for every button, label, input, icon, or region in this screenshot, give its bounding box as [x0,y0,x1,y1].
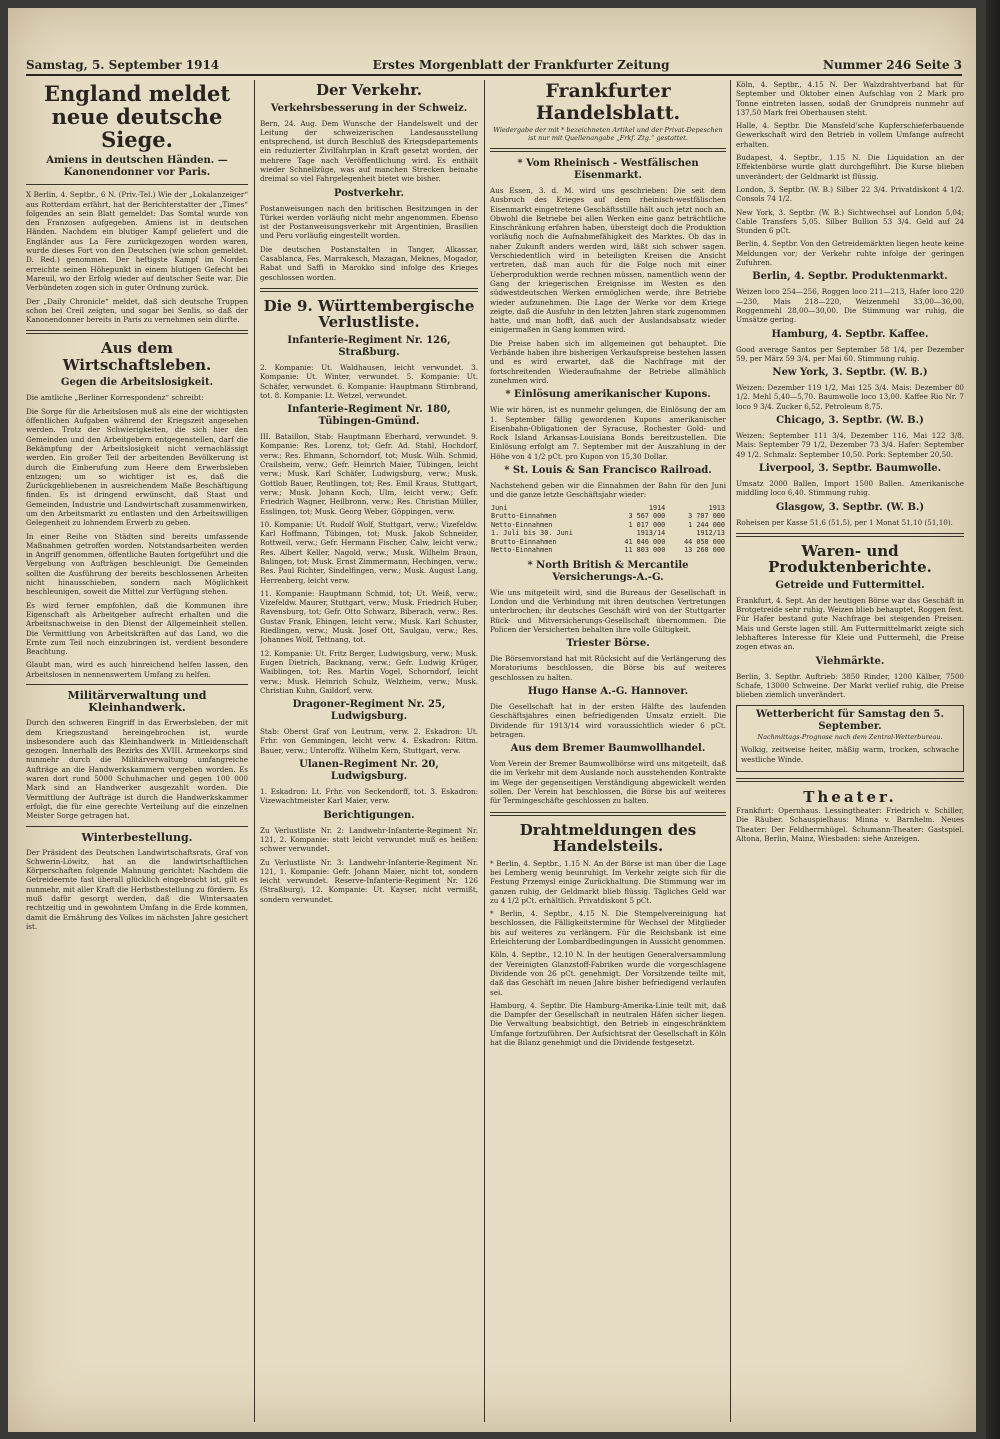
market-report: London, 3. Septbr. (W. B.) Silber 22 3/4. Privatdiskont 4 1/2. Consols 74 1/2. [736,184,964,204]
article-paragraph: Der „Daily Chronicle“ meldet, daß sich deutsche Truppen schon bei Creil zeigten, und sogar bei Senlis, so daß der Kanonendonner bereits in Paris zu vernehmen sein dürfte. [26,296,248,325]
market-report: Roheisen per Kasse 51,6 (51,5), per 1 Monat 51,10 (51,10). [736,517,953,527]
article-paragraph: Aus Essen, 3. d. M. wird uns geschrieben: Die seit dem Ausbruch des Krieges auf dem rheinisch-westfälischen Eisenmarkt eingetretene Geschäftsstille hält auch jetzt noch an. Obwohl die Betriebe bei allen Werken eine ganz beträchtliche Einschränkung erfahren haben, übersteigt doch die Produktion vorläufig noch die Aufnahmefähigkeit des Marktes. Ob das in naher Zukunft anders werden wird, läßt sich schwer sagen. Verschiedentlich wird in beteiligten Kreisen die Ansicht vertreten, daß man auch für die Folge noch mit einer Ueberproduktion werde rechnen müssen, namentlich wenn der Gang der kriegerischen Ereignisse im Westen es den südwestdeutschen Werken ermöglichen werde, ihre Betriebe wieder aufzunehmen. Die Lage der Werke vor dem Kriege zeigte, daß die Ausfuhr in den letzten Jahren stark zugenommen hatte, und man hofft, daß auch der Auslandsabsatz wieder einigermaßen in Gang kommen wird. [490,186,726,335]
divider [26,684,248,685]
table-cell: 13 260 000 [684,546,725,555]
casualty-list: 12. Kompanie: Ut. Fritz Berger, Ludwigsburg, verw.; Musk. Eugen Dietrich, Backnang, verw.; Gefr. Ludwig Krüger, Waiblingen, tot; Res. Martin Vogel, Schorndorf, leicht verw.; Musk. Heinrich Schulz, Welzheim, verw.; Musk. Christian Kuhn, Gaildorf, verw. [260,648,478,695]
column-2 [260,80,478,1424]
section-heading: Drahtmeldungen des Handelsteils. [519,820,697,856]
divider [26,330,248,334]
subheadline: Amiens in deutschen Händen. — Kanonendonner vor Paris. [46,155,228,179]
market-report: Berlin, 3. Septbr. Auftrieb: 3850 Rinder, 1200 Kälber, 7500 Schafe, 13000 Schweine. Der Markt verlief ruhig, die Preise blieben ziemlich unverändert. [736,671,964,700]
divider [736,533,964,537]
weather-subtitle: Nachmittags-Prognose nach dem Zentral-Wetterbureau. [757,733,943,742]
article-paragraph: Die deutschen Postanstalten in Tanger, Alkassar, Casablanca, Fes, Marrakesch, Mazagan, Meknes, Mogador, Rabat und Saffi in Marokko sind infolge des Krieges geschlossen worden. [260,244,478,282]
article-paragraph: Die amtliche „Berliner Korrespondenz“ schreibt: [26,393,204,403]
column-4 [736,80,964,1424]
table-cell: 11 803 000 [624,546,666,555]
section-heading: Glasgow, 3. Septbr. (W. B.) [775,501,925,513]
table-cell: 3 707 000 [688,512,725,521]
article-paragraph: Nachstehend geben wir die Einnahmen der Bahn für den Juni und die ganze letzte Geschäftsjahr wieder: [490,481,726,500]
divider [736,778,964,782]
table-header-cell: 1913 [708,503,725,512]
section-heading: Aus dem Wirtschaftsleben. [62,339,212,374]
theater-title: Theater. [803,788,897,807]
casualty-list: 1. Eskadron: Lt. Frhr. von Seckendorff, tot. 3. Eskadron: Vizewachtmeister Karl Maier, verw. [260,787,478,806]
article-paragraph: Hamburg, 4. Septbr. Die Hamburg-Amerika-Linie teilt mit, daß die Dampfer der Gesellschaft in neutralen Häfen sicher liegen. Die Verwaltung beabsichtigt, den Betrieb in eingeschränktem Umfange fortzuführen. Der Aufsichtsrat der Gesellschaft in Köln hat die Bilanz genehmigt und die Dividende festgesetzt. [490,1000,726,1047]
article-paragraph: Vom Verein der Bremer Baumwollbörse wird uns mitgeteilt, daß die im Verkehr mit dem Auslande noch ausstehenden Kontrakte im Wege der gegenseitigen Verständigung abgewickelt werden sollen. Der Verein hat beschlossen, die Börse bis auf weiteres für Termingeschäfte geschlossen zu halten. [490,759,726,806]
article-paragraph: Glaubt man, wird es auch hinreichend helfen lassen, den Arbeitslosen in nennenswertem Umfang zu helfen. [26,660,248,679]
table-header-cell: Juni [491,503,508,512]
table-row [490,521,726,530]
section-heading: * North British & Mercantile Versicherungs-A.-G. [527,559,689,583]
regiment-heading: Infanterie-Regiment Nr. 180, Tübingen-Gmünd. [287,404,451,428]
page-header [26,56,962,76]
column-rule [254,80,255,1422]
market-report: Köln, 4. Septbr., 4.15 N. Der Walzdrahtverband hat für September und Oktober einen Aufschlag von 2 Mark pro Tonne eintreten lassen, sodaß der Grundpreis nunmehr auf 137,50 Mark frei Oberhausen steht. [736,80,964,117]
theater-listings: Frankfurt: Opernhaus. Lessingtheater: Friedrich v. Schiller, Die Räuber. Schauspielhaus: Minna v. Barnhelm. Neues Theater: Der Feldherrnhügel. Schumann-Theater: Gastspiel. Altona, Berlin, Mainz, Wiesbaden: siehe Anzeigen. [736,806,964,843]
weather-title: Wetterbericht für Samstag den 5. September. [756,709,944,733]
divider [490,812,726,816]
section-subheading: Verkehrsbesserung in der Schweiz. [270,102,468,114]
article-paragraph: Der Präsident des Deutschen Landwirtschaftsrats, Graf von Schwerin-Löwitz, hat an die landwirtschaftlichen Körperschaften folgende Mahnung gerichtet: Nachdem die Getreideernte fast überall glücklich eingebracht ist, gilt es nunmehr, mit aller Kraft die Herbstbestellung zu fördern. Es muß dafür gesorgt werden, daß die Wintersaaten rechtzeitig und in gewohntem Umfang in die Erde kommen, damit die Ernährung des Volkes im nächsten Jahre gesichert ist. [26,847,248,931]
table-cell: 44 050 000 [684,537,725,546]
section-subheading: Postverkehr. [333,187,404,199]
market-report: Umsatz 2000 Ballen, Import 1500 Ballen. Amerikanische middling loco 6,40. Stimmung ruhig. [736,478,964,498]
table-header-cell: 1914 [648,503,666,512]
article-paragraph: Die Börsenvorstand hat mit Rücksicht auf die Verlängerung des Moratoriums beschlossen, die Börse bis auf weiteres geschlossen zu halten. [490,654,726,682]
article-paragraph: Wie wir hören, ist es nunmehr gelungen, die Einlösung der am 1. September fällig gewordenen Kupons amerikanischer Eisenbahn-Obligationen der Syracuse, Rochester Gold- und Rock Island Arkansas-Louisiana Bonds bereitzustellen. Die Einlösung erfolgt am 7. September mit der Auszahlung in der Höhe von 4 1/2 pCt. pro Kupon von 15,30 Dollar. [490,405,726,461]
article-paragraph: Die Gesellschaft hat in der ersten Hälfte des laufenden Geschäftsjahres einen befriedigenden Umsatz erzielt. Die Dividende für 1913/14 wird voraussichtlich wieder 6 pCt. betragen. [490,701,726,739]
table-row [490,546,726,555]
casualty-list: Stab: Oberst Graf von Leutrum, verw. 2. Eskadron: Ut. Frhr. von Gemmingen, leicht verw. 4. Eskadron: Rittm. Bauer, verw.; Unteroffz. Wilhelm Kern, Stuttgart, verw. [260,727,478,755]
casualty-list: 11. Kompanie: Hauptmann Schmid, tot; Ut. Weiß, verw.; Vizefeldw. Maurer, Stuttgart, verw.; Musk. Friedrich Huber, Ravensburg, tot; Gefr. Otto Schwarz, Biberach, verw.; Res. Gustav Frank, Ehingen, leicht verw.; Musk. Karl Schuster, Riedlingen, verw.; Musk. Josef Ott, Saulgau, verw.; Res. Johannes Wolf, Tettnang, tot. [260,588,478,645]
table-cell: 3 567 000 [628,512,666,521]
article-paragraph: Die Preise haben sich im allgemeinen gut behauptet. Die Verbände haben ihre bisherigen Verkaufspreise bestehen lassen und es wird erwartet, daß die Nachfrage mit der fortschreitenden Wiederaufnahme der Betriebe allmählich zunehmen wird. [490,338,726,385]
article-paragraph: Die Sorge für die Arbeitslosen muß als eine der wichtigsten öffentlichen Aufgaben während der Kriegszeit angesehen werden. Trotz der Schwierigkeiten, die sich hier den Gemeinden und den Arbeitgebern entgegenstellen, darf die Bekämpfung der Arbeitslosigkeit nicht vernachlässigt werden. Ein großer Teil der arbeitenden Bevölkerung ist durch die Einberufung zum Heere dem Erwerbsleben entzogen; um so wichtiger ist es, daß die Zurückgebliebenen in ausreichendem Maße Beschäftigung finden. Es ist dringend erwünscht, daß Staat und Gemeinden, Industrie und Landwirtschaft zusammenwirken, um den Arbeitsmarkt zu entlasten und den Arbeitswilligen Gelegenheit zu lohnendem Erwerb zu geben. [26,406,248,528]
article-paragraph: Zu Verlustliste Nr. 2: Landwehr-Infanterie-Regiment Nr. 121, 2. Kompanie: statt leicht verwundet muß es heißen: schwer verwundet. [260,825,478,854]
column-rule [484,80,485,1422]
regiment-heading: Ulanen-Regiment Nr. 20, Ludwigsburg. [299,759,439,783]
market-report: Good average Santos per September 58 1/4, per Dezember 59, per März 59 3/4, per Mai 60. Stimmung ruhig. [736,344,964,363]
section-subheading: Getreide und Futtermittel. [775,579,925,591]
market-report: Weizen: Dezember 119 1/2, Mai 125 3/4. Mais: Dezember 80 1/2. Mehl 5,40—5,70. Baumwolle loco 13,00. Kaffee Rio Nr. 7 loco 9 3/4. Zucker 6,52. Petroleum 8,75. [736,383,964,411]
table-cell: Brutto-Einnahmen [491,537,557,546]
table-row [490,512,726,521]
market-report: Halle, 4. Septbr. Die Mansfeld'sche Kupferschieferbauende Gewerkschaft wird den Betrieb in vollem Umfange aufrecht erhalten. [736,121,964,149]
table-row [490,538,726,547]
section-heading: Triester Börse. [566,638,650,650]
table-row [490,529,726,538]
column-1 [26,80,248,1424]
section-heading: Hugo Hanse A.-G. Hannover. [527,685,689,697]
market-report: Weizen loco 254—256, Roggen loco 211—213, Hafer loco 220—230, Mais 218—220, Weizenmehl 33,00—36,00, Roggenmehl 28,00—30,00. Die Stimmung war ruhig, die Umsätze gering. [736,287,964,325]
article-paragraph: * Berlin, 4. Septbr., 4.15 N. Die Stempelvereinigung hat beschlossen, die Fälligkeitstermine für Wechsel der Mitglieder bis auf weiteres zu verlängern. Für die Reichsbank ist eine Erleichterung der Lombardbedingungen in Aussicht genommen. [490,909,726,947]
column-3 [490,80,726,1424]
earnings-table [490,504,726,555]
section-heading: Winterbestellung. [81,830,193,844]
reprint-note: Wiedergabe der mit * bezeichneten Artikel und der Privat-Depeschen ist nur mit Quellenangabe „Frkf. Ztg.“ gestattet. [493,126,723,142]
market-report: Frankfurt, 4. Sept. An der heutigen Börse war das Geschäft in Brotgetreide sehr ruhig. Weizen blieb behauptet, Roggen fest. Für Hafer bestand gute Nachfrage bei steigenden Preisen. Mais und Gerste lagen still. Am Futtermittelmarkt zeigte sich lebhafteres Interesse für Kleie und Futtermehl, die Preise zogen etwas an. [736,595,964,652]
regiment-heading: Dragoner-Regiment Nr. 25, Ludwigsburg. [292,699,446,723]
article-paragraph: Durch den schweren Eingriff in das Erwerbsleben, der mit dem Kriegszustand hereingebrochen ist, wurde insbesondere auch das Kleinhandwerk in Mitleidenschaft gezogen. Innerhalb des Bezirks des XVIII. Armeekorps sind nunmehr durch die Militärverwaltung umfangreiche Aufträge an die Handwerkskammern vergeben worden. Es waren dort rund 5000 Schuhmacher und gegen 100 000 Mark sind an Handwerker ausgezahlt worden. Die Vermittlung der Aufträge ist durch die Handwerkskammer erfolgt, die für eine gerechte Verteilung auf die einzelnen Meister Sorge getragen hat. [26,718,248,821]
article-paragraph: Köln, 4. Septbr., 12.10 N. In der heutigen Generalversammlung der Vereinigten Glanzstoff-Fabriken wurde die vorgeschlagene Dividende von 26 pCt. genehmigt. Der Vorsitzende teilte mit, daß das Geschäft im neuen Jahre bisher befriedigend verlaufen sei. [490,950,726,997]
article-paragraph: Zu Verlustliste Nr. 3: Landwehr-Infanterie-Regiment Nr. 121, 1. Kompanie: Gefr. Johann Maier, nicht tot, sondern leicht verwundet. Reserve-Infanterie-Regiment Nr. 126 (Straßburg), 12. Kompanie: Ut. Kayser, nicht vermißt, sondern verwundet. [260,857,478,904]
casualty-list: III. Bataillon, Stab: Hauptmann Eberhard, verwundet. 9. Kompanie: Res. Lorenz, tot; Gefr. Ad. Stahl, Hochdorf, verw.; Res. Ehmann, Schorndorf, tot; Musk. Wilh. Schmid, Crailsheim, verw.; Gefr. Heinrich Maier, Tübingen, leicht verw.; Musk. Karl Schäfer, Ludwigsburg, verw.; Musk. Gottlob Bauer, Reutlingen, tot; Res. Emil Kraus, Stuttgart, verw.; Musk. Johann Koch, Ulm, leicht verw.; Gefr. Friedrich Wagner, Heilbronn, verw.; Res. Christian Müller, Esslingen, tot; Musk. Georg Weber, Göppingen, verw. [260,432,478,516]
table-cell: 1. Juli bis 30. Juni [491,529,573,538]
section-heading: Die 9. Württembergische Verlustliste. [263,296,475,332]
market-report: New York, 3. Septbr. (W. B.) Sichtwechsel auf London 5,04; Cable Transfers 5,05. Silber Bullion 53 3/4. Geld auf 24 Stunden 6 pCt. [736,207,964,236]
divider [26,826,248,827]
table-cell: 1913/14 [636,529,666,538]
section-heading: Berlin, 4. Septbr. Produktenmarkt. [752,271,948,283]
newspaper-page [8,8,976,1432]
table-cell: 1 244 000 [688,520,725,529]
section-heading: * Vom Rheinisch - Westfälischen Eisenmarkt. [517,158,699,181]
weather-text: Wolkig, zeitweise heiter, mäßig warm, trocken, schwache westliche Winde. [741,745,959,764]
section-heading: * Einlösung amerikanischer Kupons. [505,389,711,401]
section-heading: New York, 3. Septbr. (W. B.) [772,367,928,379]
table-cell: 1 017 000 [628,520,666,529]
divider [490,148,726,152]
market-report: Berlin, 4. Septbr. Von den Getreidemärkten liegen heute keine Meldungen vor; der Verkehr ruhte infolge der geringen Zufuhren. [736,239,964,268]
article-paragraph: Wie uns mitgeteilt wird, sind die Bureaus der Gesellschaft in London und die Verbindung mit ihren deutschen Vertretungen unterbrochen; ihr deutsches Geschäft wird von der Stuttgarter Rück- und Mitversicherungs-Gesellschaft übernommen. Die Policen der Versicherten behalten ihre volle Gültigkeit. [490,587,726,634]
table-header-row [490,504,726,513]
section-heading: Chicago, 3. Septbr. (W. B.) [776,415,924,427]
book-spine [986,0,1000,1439]
table-cell: 41 046 000 [624,537,666,546]
section-heading: Hamburg, 4. Septbr. Kaffee. [771,328,929,340]
section-subheading: Viehmärkte. [815,655,885,667]
divider [26,184,248,185]
column-rule [730,80,731,1422]
header-page-number: Nummer 246 Seite 3 [822,58,962,72]
headline: England meldet neue deutsche Siege. [43,81,231,153]
section-heading: Der Verkehr. [316,81,422,99]
regiment-heading: Infanterie-Regiment Nr. 126, Straßburg. [287,334,451,358]
article-paragraph: * Berlin, 4. Septbr., 1.15 N. An der Börse ist man über die Lage bei Lemberg wenig beunruhigt. Im Verkehr zeigte sich für die Festung Przemysl einige Zurückhaltung. Die Stimmung war im ganzen ruhig, der Geldmarkt blieb flüssig. Tägliches Geld war zu 4 1/2 pCt. erhältlich. Privatdiskont 5 pCt. [490,858,726,905]
table-cell: 1912/13 [696,529,725,538]
market-report: Weizen: September 111 3/4, Dezember 116, Mai 122 3/8. Mais: September 79 1/2, Dezember 73 3/4. Hafer: September 49 1/2. Schmalz: September 10,50. Pork: September 20,50. [736,431,964,459]
table-cell: Netto-Einnahmen [491,546,553,555]
header-date: Samstag, 5. September 1914 [26,58,220,72]
section-heading: Waren- und Produktenberichte. [768,541,932,577]
article-paragraph: X Berlin, 4. Septbr., 6 N. (Priv.-Tel.) Wie der „Lokalanzeiger“ aus Rotterdam erfährt, hat der Berichterstatter der „Times“ folgendes an sein Blatt gemeldet: Das Somtal wurde von den Franzosen aufgegeben. Amiens ist in deutschen Händen. Nachdem ein blutiger Kampf geliefert und die Engländer aus La Fère zurückgezogen worden waren, wurde dieses Fort von den Deutschen (wie schon gemeldet. D. Red.) genommen. Der heftigste Kampf im Norden erreichte seinen Höhepunkt in einem blutigen Gefecht bei Mareuil, wo der Erfolg wieder auf deutscher Seite war. Die Verbündeten zogen sich in guter Ordnung zurück. [26,190,248,293]
section-heading: Aus dem Bremer Baumwollhandel. [510,743,706,755]
casualty-list: 10. Kompanie: Ut. Rudolf Wolf, Stuttgart, verw.; Vizefeldw. Karl Hoffmann, Tübingen, tot; Musk. Jakob Schneider, Rottweil, verw.; Gefr. Hermann Fischer, Calw, leicht verw.; Res. Albert Keller, Nagold, verw.; Musk. Wilhelm Braun, Balingen, tot; Musk. Ernst Zimmermann, Hechingen, verw.; Res. Paul Richter, Sindelfingen, verw.; Musk. August Lang, Herrenberg, leicht verw. [260,519,478,585]
article-paragraph: In einer Reihe von Städten sind bereits umfassende Maßnahmen getroffen worden. Notstandsarbeiten werden in Angriff genommen, öffentliche Bauten fortgeführt und die Vergebung von Aufträgen beschleunigt. Die Gemeinden sollten die Ausführung der bereits beschlossenen Arbeiten nicht hinausschieben, sondern nach Möglichkeit beschleunigen, soweit die Mittel zur Verfügung stehen. [26,531,248,597]
section-heading: * St. Louis & San Francisco Railroad. [504,465,712,477]
table-cell: Brutto-Einnahmen [491,512,557,521]
article-paragraph: Postanweisungen nach den britischen Besitzungen in der Türkei werden vorläufig nicht mehr angenommen. Ebenso ist der Postanweisungsverkehr mit Argentinien, Brasilien und Peru vorläufig eingestellt worden. [260,203,478,241]
section-subheading: Berichtigungen. [323,809,415,821]
section-masthead: Frankfurter Handelsblatt. [535,80,681,124]
article-paragraph: Bern, 24. Aug. Dem Wunsche der Handelswelt und der Leitung der schweizerischen Landesausstellung entsprechend, ist durch Beschluß des Kriegsdepartements ein reduzierter Zivilfahrplan in Kraft gesetzt worden, der mehrere Tage nach Veröffentlichung wird. Es enthält wieder Schnellzüge, was auf manchen Strecken beinahe dreimal so viel Fahrgelegenheit bietet wie bisher. [260,118,478,184]
section-subheading: Gegen die Arbeitslosigkeit. [60,377,214,389]
table-cell: Netto-Einnahmen [491,520,553,529]
section-heading: Liverpool, 3. Septbr. Baumwolle. [758,462,942,474]
casualty-list: 2. Kompanie: Ut. Waldhausen, leicht verwundet. 3. Kompanie: Ut. Winter, verwundet. 5. Kompanie: Ut. Schäfer, verwundet. 6. Kompanie: Hauptmann Stirnbrand, tot. 8. Kompanie: Lt. Wetzel, verwundet. [260,362,478,400]
weather-box [736,705,964,772]
article-paragraph: Es wird ferner empfohlen, daß die Kommunen ihre Eigenschaft als Arbeitgeber aufrecht erhalten und die Arbeitsnachweise in den Dienst der Allgemeinheit stellen. Die Vermittlung von Arbeitskräften auf das Land, wo die Ernte zum Teil noch einzubringen ist, verdient besondere Beachtung. [26,600,248,657]
market-report: Budapest, 4. Septbr., 1.15 N. Die Liquidation an der Effektenbörse wurde glatt durchgeführt. Die Kurse blieben unverändert; der Geldmarkt ist flüssig. [736,153,964,181]
section-heading: Militärverwaltung und Kleinhandwerk. [67,689,207,715]
header-edition: Erstes Morgenblatt der Frankfurter Zeitung [372,58,670,72]
divider [260,288,478,292]
